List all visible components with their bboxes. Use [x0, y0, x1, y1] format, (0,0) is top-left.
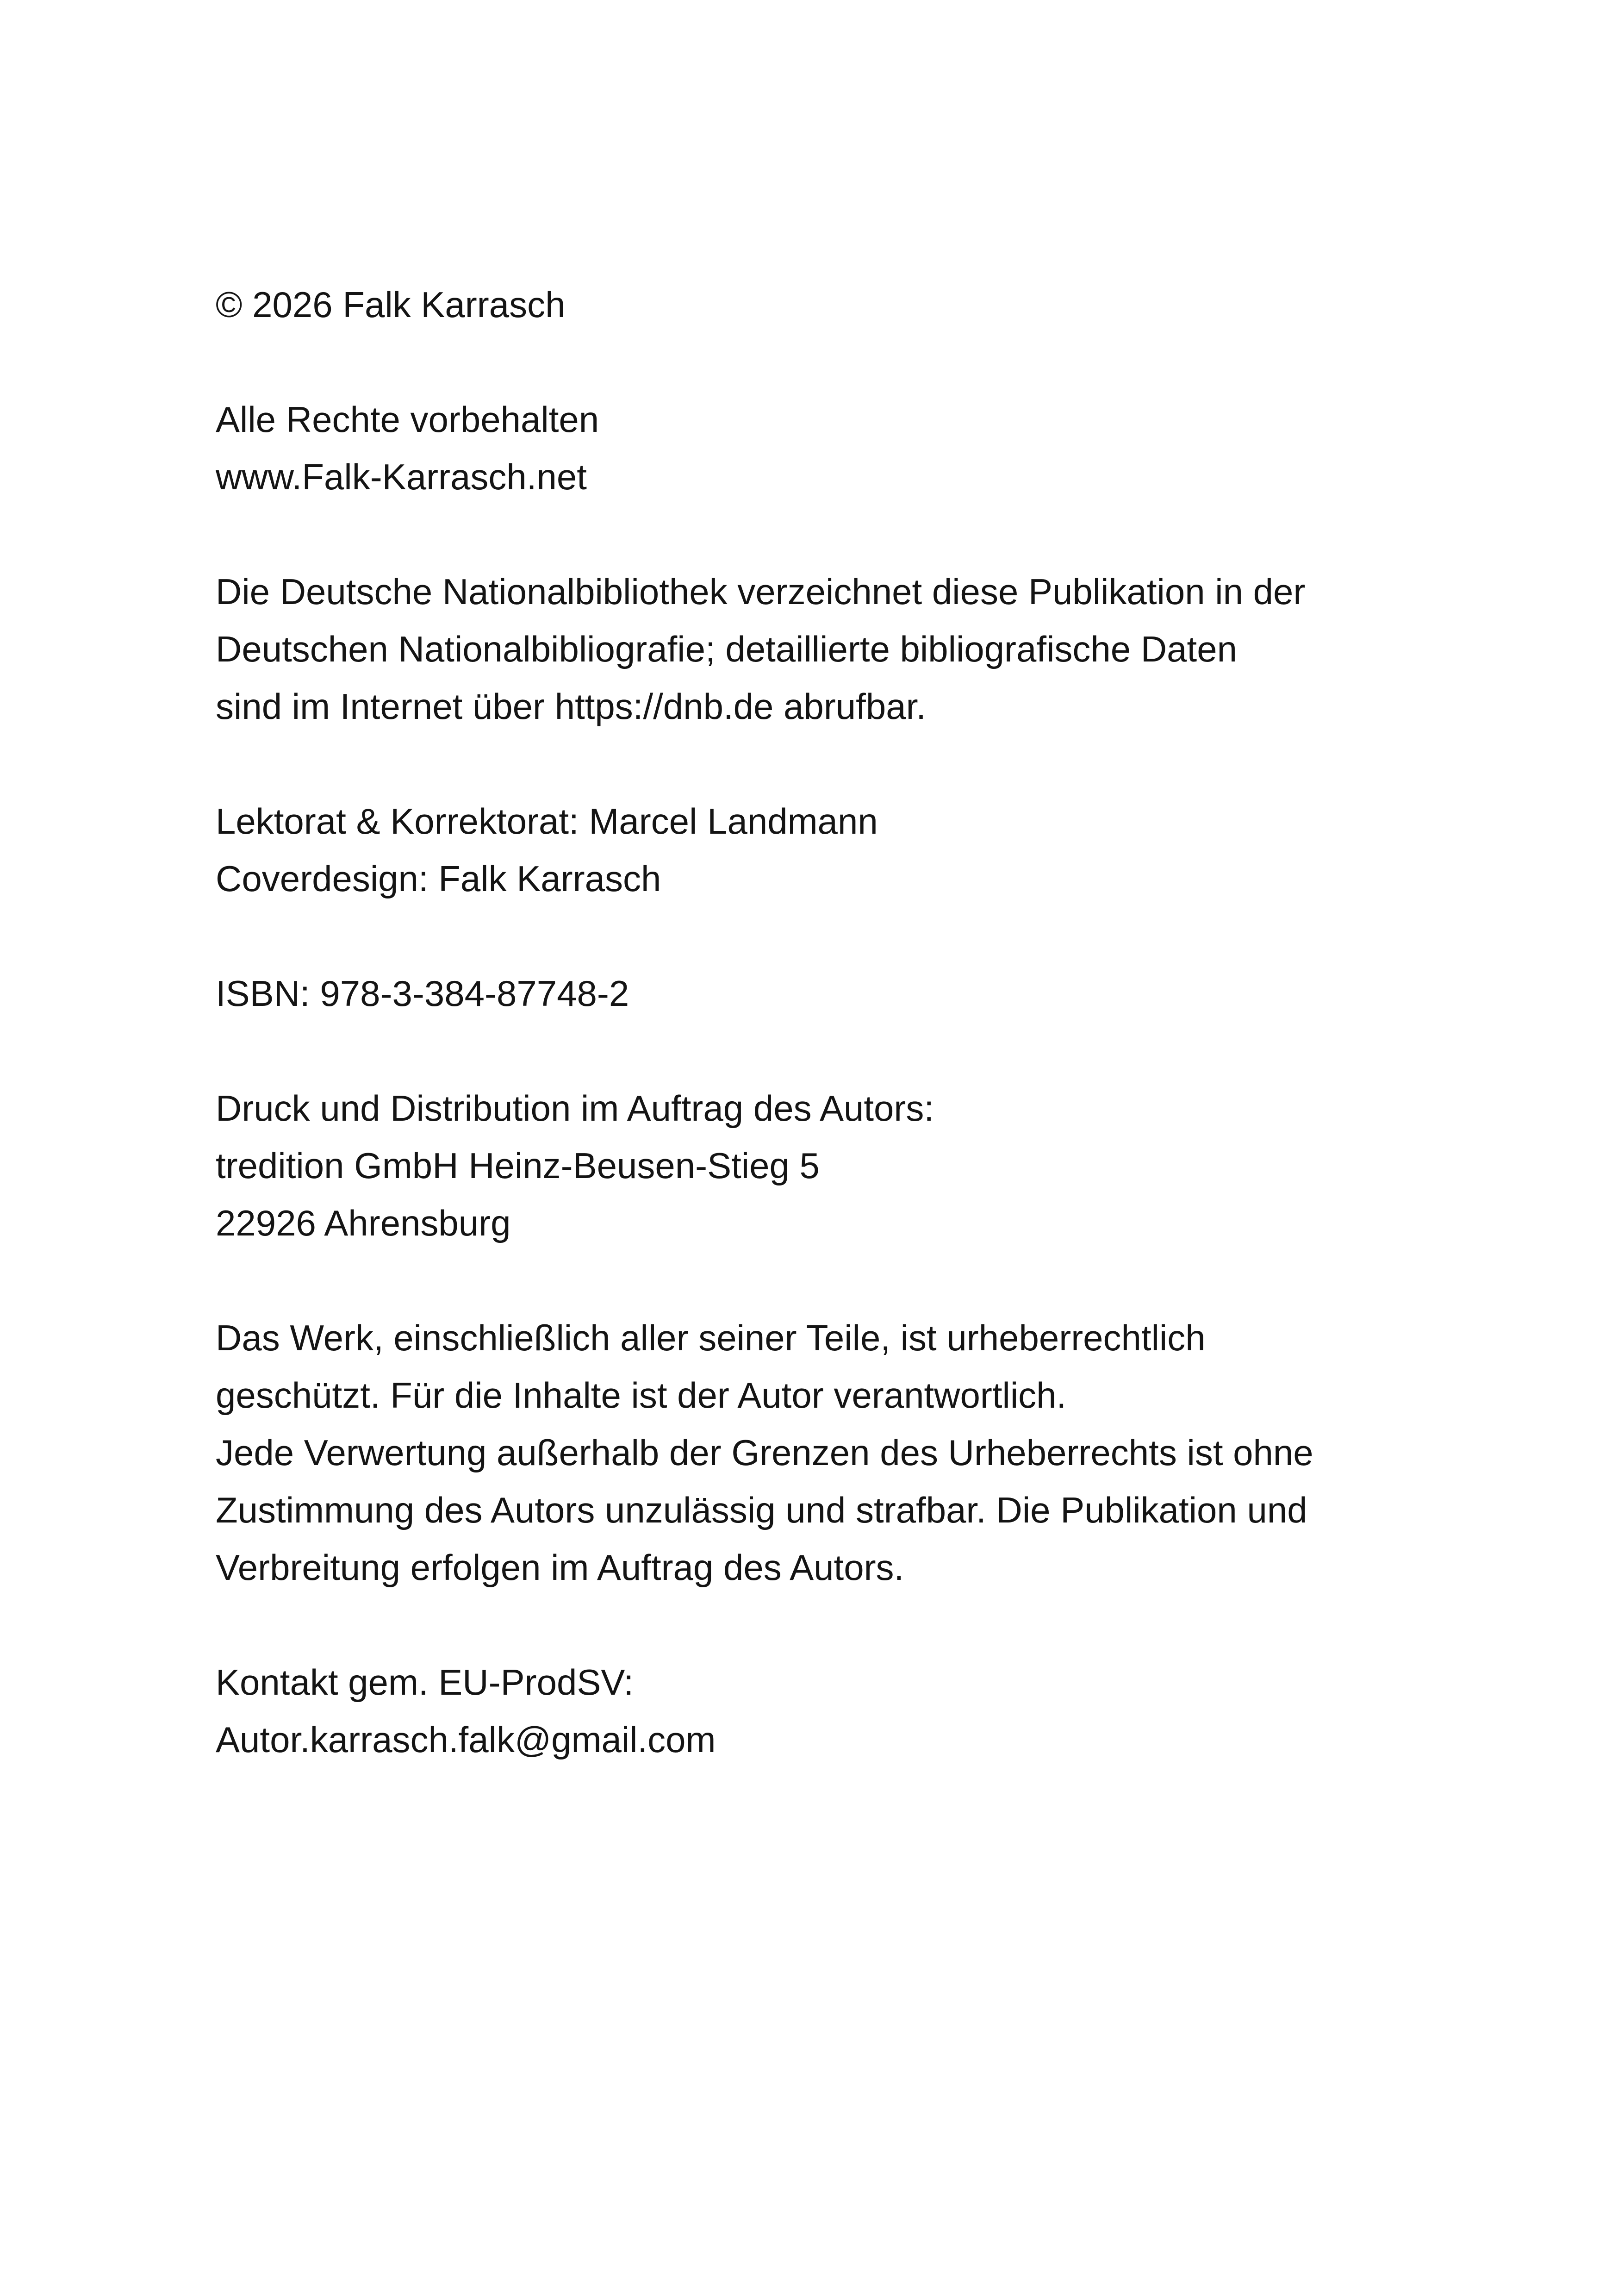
website-text: www.Falk-Karrasch.net [216, 456, 587, 497]
dnb-notice-line: Deutschen Nationalbibliografie; detaillierte bibliografische Daten [216, 629, 1237, 669]
contact-label: Kontakt gem. EU-ProdSV: [216, 1662, 634, 1703]
copyright-block [216, 276, 1465, 333]
rights-block [216, 391, 1465, 505]
isbn-text: ISBN: 978-3-384-87748-2 [216, 973, 629, 1014]
contact-block [216, 1653, 1465, 1768]
distribution-line: Druck und Distribution im Auftrag des Autors: [216, 1088, 934, 1129]
rights-reserved-text: Alle Rechte vorbehalten [216, 399, 599, 440]
distribution-block [216, 1079, 1465, 1252]
isbn-block [216, 965, 1465, 1022]
dnb-notice-line: sind im Internet über https://dnb.de abrufbar. [216, 686, 926, 727]
copyright-line: © 2026 Falk Karrasch [216, 284, 566, 325]
legal-notice-block [216, 1309, 1465, 1596]
dnb-notice-block [216, 563, 1465, 735]
contact-email: Autor.karrasch.falk@gmail.com [216, 1719, 716, 1760]
legal-notice-line: geschützt. Für die Inhalte ist der Autor verantwortlich. [216, 1375, 1067, 1416]
legal-notice-line: Verbreitung erfolgen im Auftrag des Autors. [216, 1547, 904, 1588]
dnb-notice-line: Die Deutsche Nationalbibliothek verzeichnet diese Publikation in der [216, 571, 1306, 612]
cover-design-credit: Coverdesign: Falk Karrasch [216, 858, 661, 899]
legal-notice-line: Zustimmung des Autors unzulässig und strafbar. Die Publikation und [216, 1490, 1307, 1530]
editing-credit: Lektorat & Korrektorat: Marcel Landmann [216, 801, 878, 842]
imprint-content [216, 276, 1465, 1826]
credits-block [216, 792, 1465, 907]
publisher-address-line: tredition GmbH Heinz-Beusen-Stieg 5 [216, 1145, 820, 1186]
publisher-city-line: 22926 Ahrensburg [216, 1203, 511, 1243]
legal-notice-line: Das Werk, einschließlich aller seiner Teile, ist urheberrechtlich [216, 1317, 1206, 1358]
legal-notice-line: Jede Verwertung außerhalb der Grenzen des Urheberrechts ist ohne [216, 1432, 1313, 1473]
